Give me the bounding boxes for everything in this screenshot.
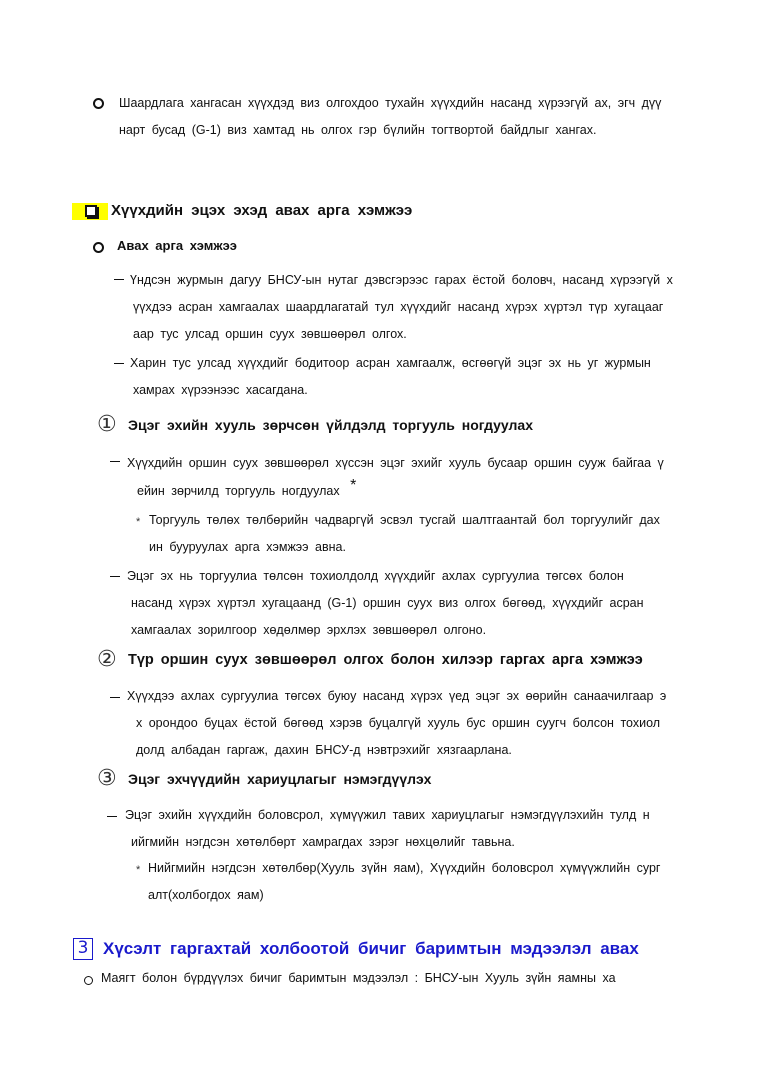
circled-number: ② bbox=[97, 647, 117, 672]
note-paragraph bbox=[149, 507, 660, 561]
dash-icon bbox=[107, 816, 117, 817]
open-circle-bullet-icon bbox=[93, 242, 104, 253]
text-line: нарт бусад (G-1) виз хамтад нь олгох гэр бүлийн тогтвортой байдлыг хангах. bbox=[119, 123, 597, 137]
text-line: Эцэг эхийн хүүхдийн боловсрол, хүмүүжил тавих хариуцлагыг нэмэгдүүлэхийн тулд н bbox=[125, 808, 650, 822]
text-line: Торгууль төлөх төлбөрийн чадваргүй эсвэл тусгай шалтгаантай бол торгуулийг дах bbox=[149, 513, 660, 527]
text-line: Хүүхдээ ахлах сургуулиа төгсөх буюу насанд хүрэх үед эцэг эх өөрийн санаачилгаар э bbox=[127, 689, 667, 703]
dash-icon bbox=[110, 461, 120, 462]
text-run: ейин зөрчилд торгууль ногдуулах bbox=[137, 484, 340, 498]
text-line: аар тус улсад оршин суух зөвшөөрөл олгох. bbox=[133, 327, 407, 341]
paragraph bbox=[127, 563, 644, 644]
section-number-box: 3 bbox=[73, 938, 93, 960]
text-line: насанд хүрэх хүртэл хугацаанд (G-1) оршин суух виз олгох бөгөөд, хүүхдийг асран bbox=[131, 596, 644, 610]
dash-icon bbox=[110, 576, 120, 577]
item-heading: Эцэг эхчүүдийн хариуцлагыг нэмэгдүүлэх bbox=[128, 771, 432, 787]
text-line: ин бууруулах арга хэмжээ авна. bbox=[149, 540, 346, 554]
text-line: Маягт болон бүрдүүлэх бичиг баримтын мэдээлэл : БНСУ-ын Хууль зүйн яамны ха bbox=[101, 971, 616, 985]
text-line: үүхдээ асран хамгаалах шаардлагатай тул хүүхдийг насанд хүрэх хүртэл түр хугацааг bbox=[133, 300, 664, 314]
text-line: долд албадан гаргаж, дахин БНСУ-д нэвтрэхийг хязгаарлана. bbox=[136, 743, 512, 757]
text-line bbox=[127, 477, 664, 505]
text-line: Үндсэн журмын дагуу БНСУ-ын нутаг дэвсгэрээс гарах ёстой боловч, насанд хүрээгүй х bbox=[130, 273, 673, 287]
item-heading: Эцэг эхийн хууль зөрчсөн үйлдэлд торгууль ногдуулах bbox=[128, 417, 533, 433]
text-line: Хүүхдийн оршин суух зөвшөөрөл хүссэн эцэг эхийг хууль бусаар оршин сууж байгаа ү bbox=[127, 456, 664, 470]
note-paragraph bbox=[148, 855, 660, 909]
circled-number: ③ bbox=[97, 766, 117, 791]
text-line: алт(холбогдох яам) bbox=[148, 888, 264, 902]
paragraph bbox=[130, 267, 673, 348]
paragraph bbox=[101, 965, 616, 992]
text-line: х орондоо буцах ёстой бөгөөд хэрэв буцалгүй хууль бус оршин суугч болсон тохиол bbox=[136, 716, 661, 730]
text-line: ийгмийн нэгдсэн хөтөлбөрт хамрагдах зэрэг нөхцөлийг тавьна. bbox=[131, 835, 515, 849]
text-line: Шаардлага хангасан хүүхдэд виз олгохдоо тухайн хүүхдийн насанд хүрээгүй ах, эгч дүү bbox=[119, 96, 662, 110]
open-circle-bullet-icon bbox=[93, 98, 104, 109]
open-circle-bullet-icon bbox=[84, 976, 93, 985]
paragraph bbox=[130, 350, 651, 404]
section-heading: Хүүхдийн эцэх эхэд авах арга хэмжээ bbox=[111, 202, 413, 219]
footnote-mark: * bbox=[350, 477, 357, 494]
dash-icon bbox=[114, 363, 124, 364]
paragraph bbox=[127, 450, 664, 505]
text-line: Нийгмийн нэгдсэн хөтөлбөр(Хууль зүйн яам), Хүүхдийн боловсрол хүмүүжлийн сург bbox=[148, 861, 661, 875]
item-heading: Түр оршин суух зөвшөөрөл олгох болон хилээр гаргах арга хэмжээ bbox=[128, 652, 643, 668]
text-line: хамрах хүрээнээс хасагдана. bbox=[133, 383, 308, 397]
intro-paragraph bbox=[119, 90, 661, 144]
subsection-heading: Авах арга хэмжээ bbox=[117, 238, 237, 253]
dash-icon bbox=[114, 279, 124, 280]
note-mark: * bbox=[136, 516, 141, 528]
note-mark: * bbox=[136, 864, 141, 876]
shadowed-square-icon bbox=[85, 205, 97, 217]
section-heading: Хүсэлт гаргахтай холбоотой бичиг баримтын мэдээлэл авах bbox=[103, 939, 639, 958]
circled-number: ① bbox=[97, 412, 117, 437]
paragraph bbox=[125, 802, 650, 856]
dash-icon bbox=[110, 697, 120, 698]
paragraph bbox=[127, 683, 666, 764]
text-line: Харин тус улсад хүүхдийг бодитоор асран хамгаалж, өсгөөгүй эцэг эх нь уг журмын bbox=[130, 356, 651, 370]
text-line: хамгаалах зорилгоор хөдөлмөр эрхлэх зөвшөөрөл олгоно. bbox=[131, 623, 487, 637]
text-line: Эцэг эх нь торгуулиа төлсөн тохиолдолд хүүхдийг ахлах сургуулиа төгсөх болон bbox=[127, 569, 624, 583]
